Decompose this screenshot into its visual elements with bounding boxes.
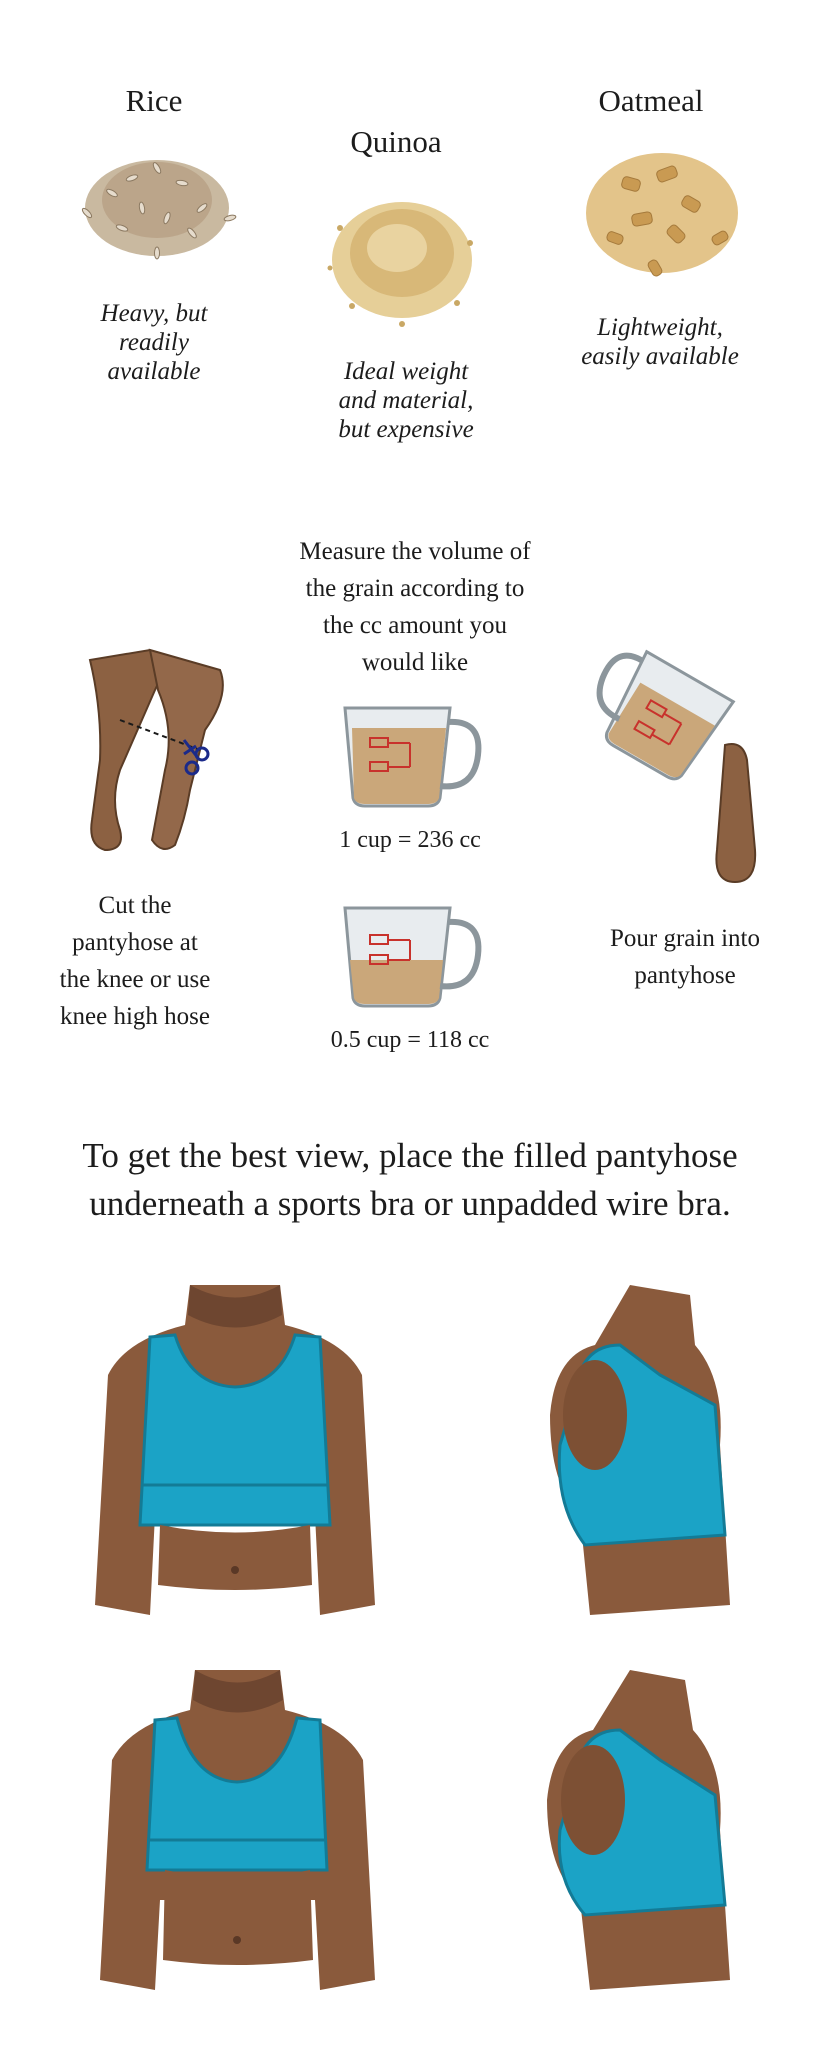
pantyhose-cut-illustration	[80, 650, 240, 860]
measuring-cup-half-illustration	[340, 900, 490, 1010]
cup-half-caption: 0.5 cup = 118 cc	[330, 1027, 490, 1053]
oatmeal-title: Oatmeal	[598, 83, 704, 118]
torso-side-view-1	[540, 1285, 740, 1615]
torso-front-view-2	[95, 1670, 380, 1990]
quinoa-title: Quinoa	[350, 124, 442, 159]
cup-full-caption: 1 cup = 236 cc	[339, 827, 481, 853]
oatmeal-description: Lightweight, easily available	[581, 314, 739, 370]
measuring-cup-full-illustration	[340, 700, 490, 810]
torso-front-view-1	[90, 1285, 380, 1615]
rice-pile-illustration	[72, 138, 242, 268]
cut-instruction: Cut the pantyhose at the knee or use knee high hose	[59, 892, 211, 1030]
quinoa-description: Ideal weight and material, but expensive	[338, 358, 474, 443]
placement-instruction: To get the best view, place the filled pantyhose underneath a sports bra or unpadded wire bra.	[82, 1136, 738, 1223]
torso-side-view-2	[535, 1670, 740, 1990]
oatmeal-pile-illustration	[572, 138, 752, 288]
rice-description: Heavy, but readily available	[100, 300, 208, 385]
rice-title: Rice	[125, 83, 183, 118]
measure-instruction: Measure the volume of the grain according to the cc amount you would like	[299, 538, 531, 676]
quinoa-pile-illustration	[322, 188, 482, 328]
pour-grain-illustration	[595, 650, 775, 890]
pour-instruction: Pour grain into pantyhose	[610, 925, 760, 989]
